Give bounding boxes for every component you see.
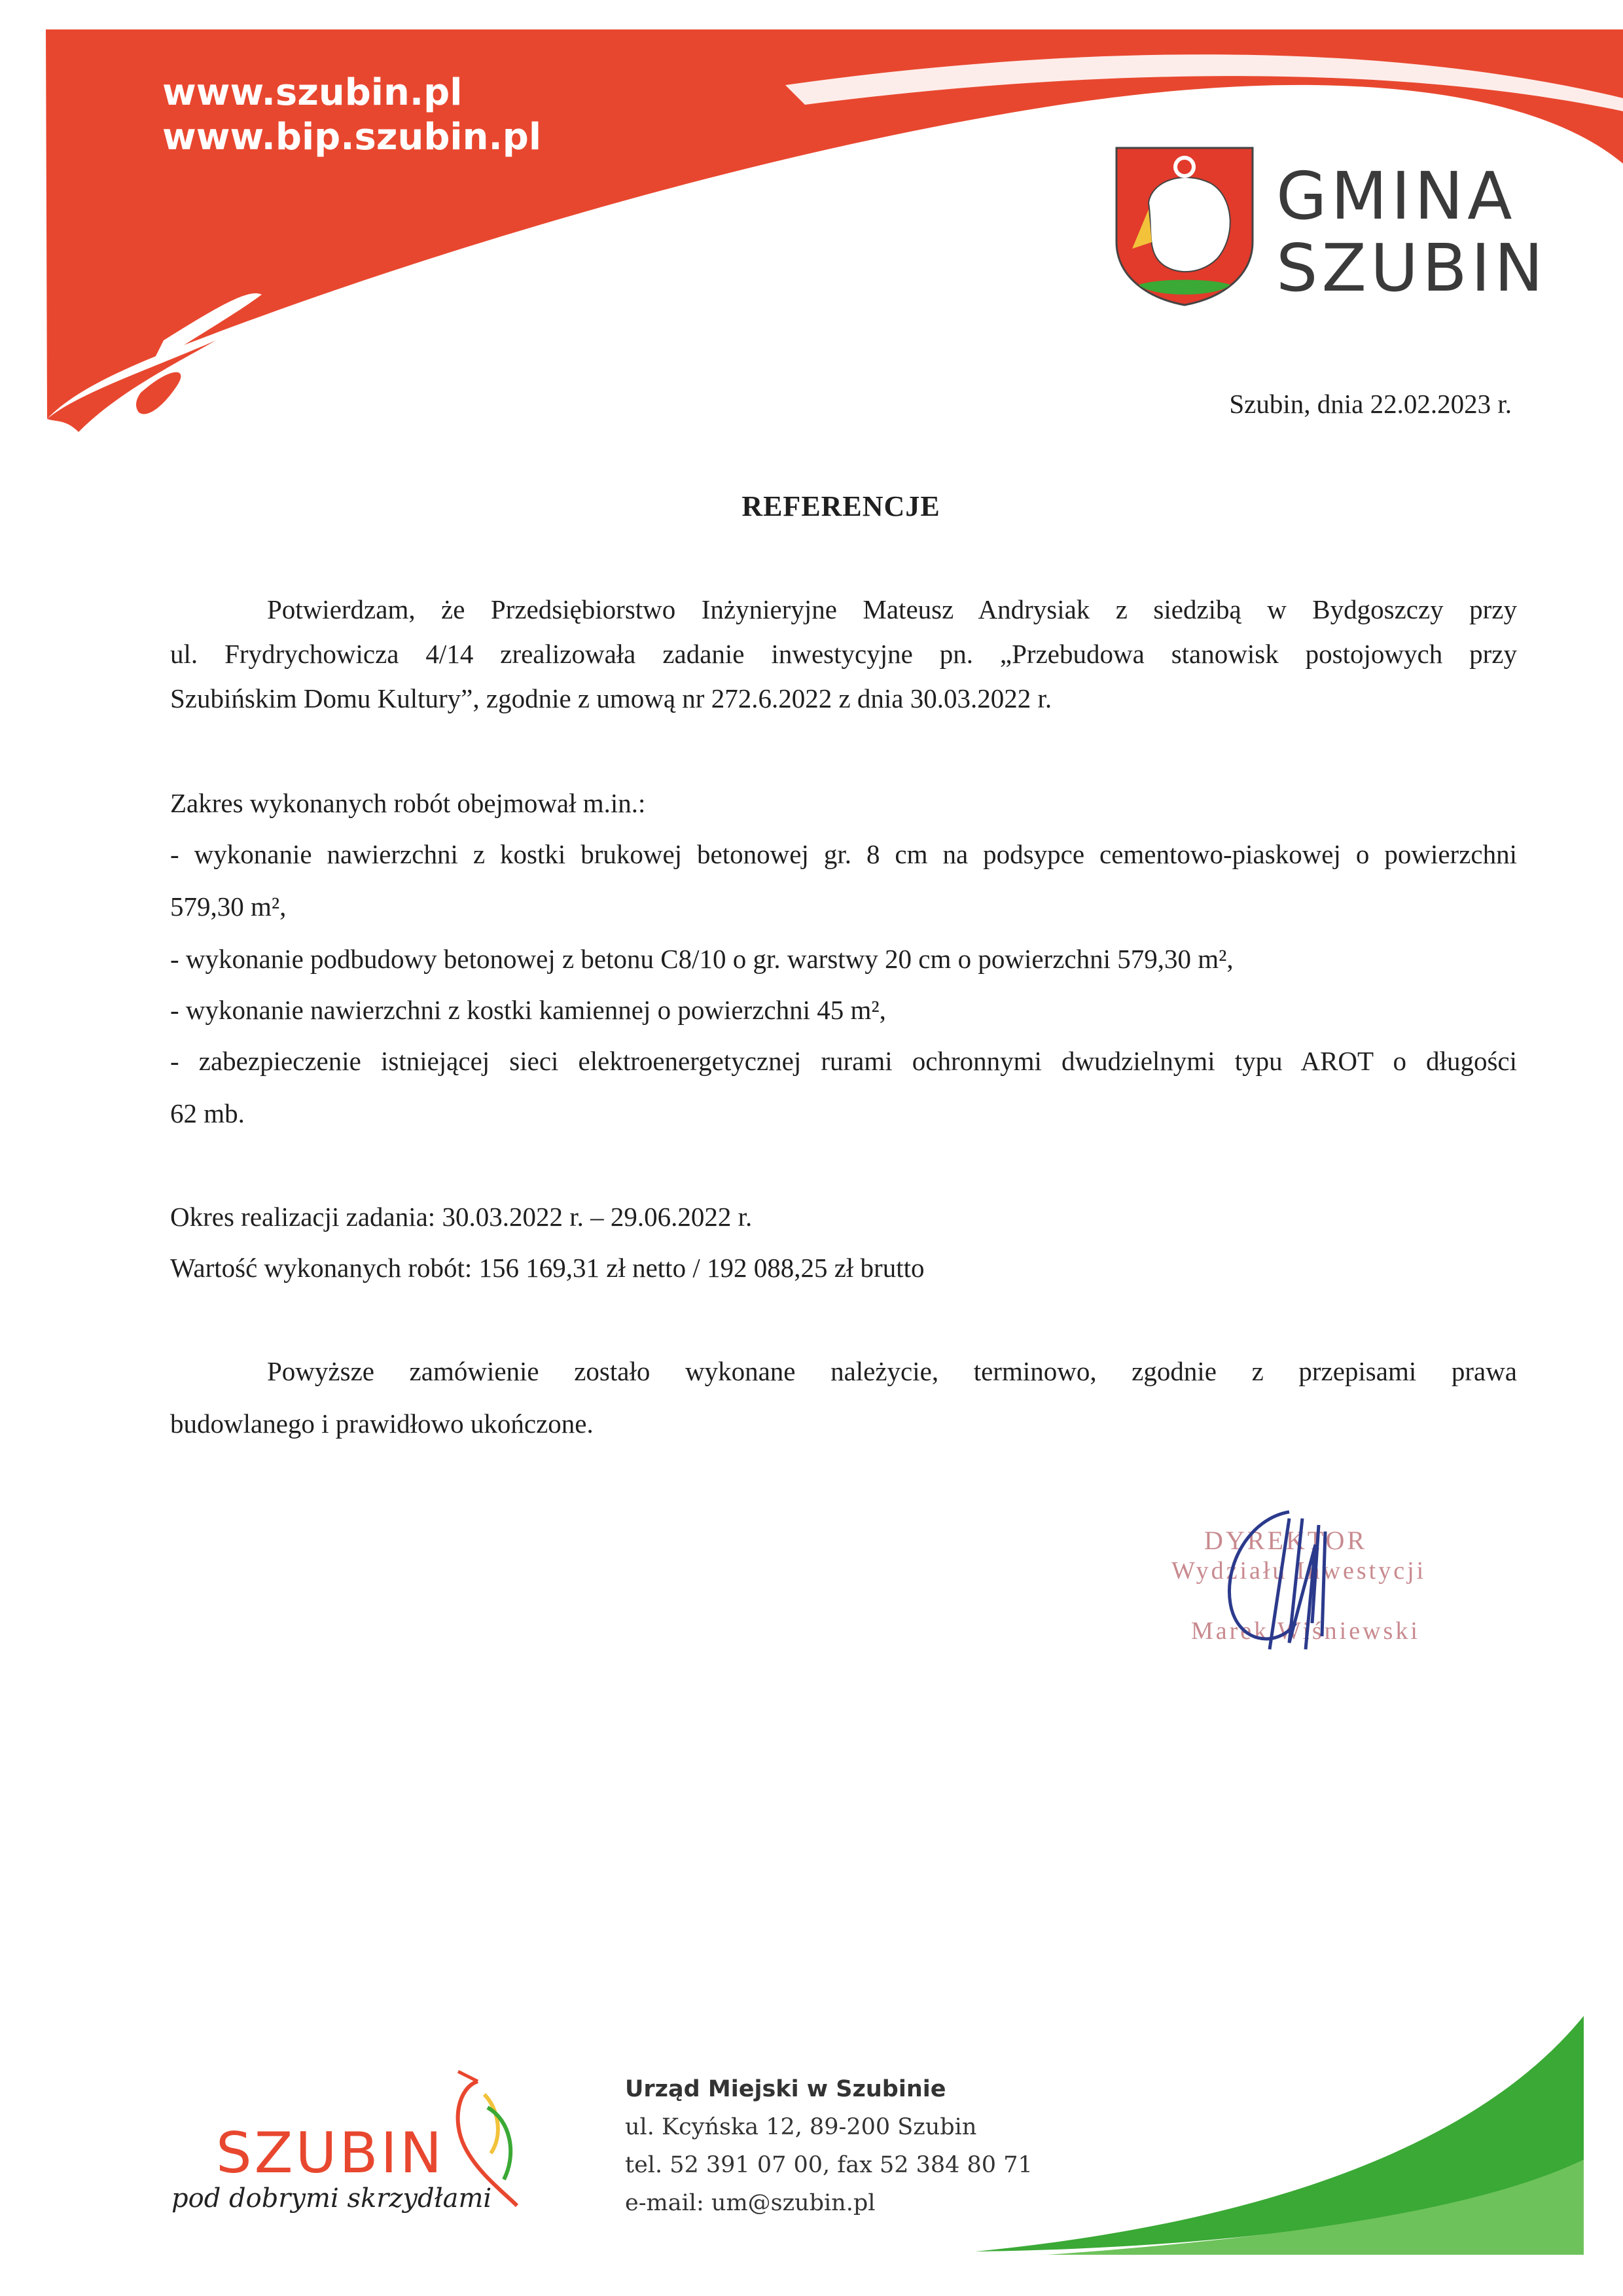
closing-line: Powyższe zamówienie zostało wykonane należycie, terminowo, zgodnie z przepisami prawa (267, 1356, 1517, 1386)
stork-logo-icon (419, 2068, 550, 2212)
scope-line: - wykonanie nawierzchni z kostki brukowej betonowej gr. 8 cm na podsypce cementowo-piaskowej o powierzchni (170, 839, 1517, 869)
works-value: Wartość wykonanych robót: 156 169,31 zł netto / 192 088,25 zł brutto (170, 1253, 925, 1283)
scope-line: - wykonanie podbudowy betonowej z betonu C8/10 o gr. warstwy 20 cm o powierzchni 579,30 m², (170, 944, 1234, 974)
office-name: Urząd Miejski w Szubinie (625, 2076, 946, 2102)
office-address: ul. Kcyńska 12, 89-200 Szubin (625, 2114, 977, 2140)
signature-icon (1191, 1492, 1387, 1662)
bip-website-link[interactable]: www.bip.szubin.pl (162, 116, 542, 158)
para1-line: ul. Frydrychowicza 4/14 zrealizowała zadanie inwestycyjne pn. „Przebudowa stanowisk postojowych przy (170, 639, 1517, 669)
scope-line: - zabezpieczenie istniejącej sieci elektroenergetycznej rurami ochronnymi dwudzielnymi typu AROT o długości (170, 1046, 1517, 1076)
document-title: REFERENCJE (741, 490, 940, 522)
office-email[interactable]: e-mail: um@szubin.pl (625, 2190, 876, 2216)
gmina-title-line2: SZUBIN (1276, 230, 1548, 306)
gmina-title-line1: GMINA (1276, 158, 1516, 234)
scope-line: - wykonanie nawierzchni z kostki kamiennej o powierzchni 45 m², (170, 995, 886, 1025)
pelican-coat-of-arms-icon (1113, 144, 1257, 308)
para1-line: Potwierdzam, że Przedsiębiorstwo Inżynieryjne Mateusz Andrysiak z siedzibą w Bydgoszczy przy (267, 594, 1517, 624)
place-and-date: Szubin, dnia 22.02.2023 r. (1229, 389, 1512, 419)
closing-line: budowlanego i prawidłowo ukończone. (170, 1408, 594, 1439)
szubin-slogan: pod dobrymi skrzydłami (171, 2183, 492, 2214)
stamp-line3: Marek Wiśniewski (1191, 1617, 1420, 1645)
office-phone: tel. 52 391 07 00, fax 52 384 80 71 (625, 2152, 1033, 2178)
scope-line: 62 mb. (170, 1098, 245, 1128)
stamp-line1: DYREKTOR (1204, 1526, 1368, 1555)
scope-intro: Zakres wykonanych robót obejmował m.in.: (170, 788, 646, 818)
stamp-line2: Wydziału Inwestycji (1171, 1557, 1427, 1585)
para1-line: Szubińskim Domu Kultury”, zgodnie z umową nr 272.6.2022 z dnia 30.03.2022 r. (170, 683, 1052, 713)
scope-line: 579,30 m², (170, 891, 287, 922)
szubin-logo-text: SZUBIN (216, 2121, 445, 2186)
realization-period: Okres realizacji zadania: 30.03.2022 r. – 29.06.2022 r. (170, 1202, 753, 1232)
website-link[interactable]: www.szubin.pl (162, 71, 463, 114)
